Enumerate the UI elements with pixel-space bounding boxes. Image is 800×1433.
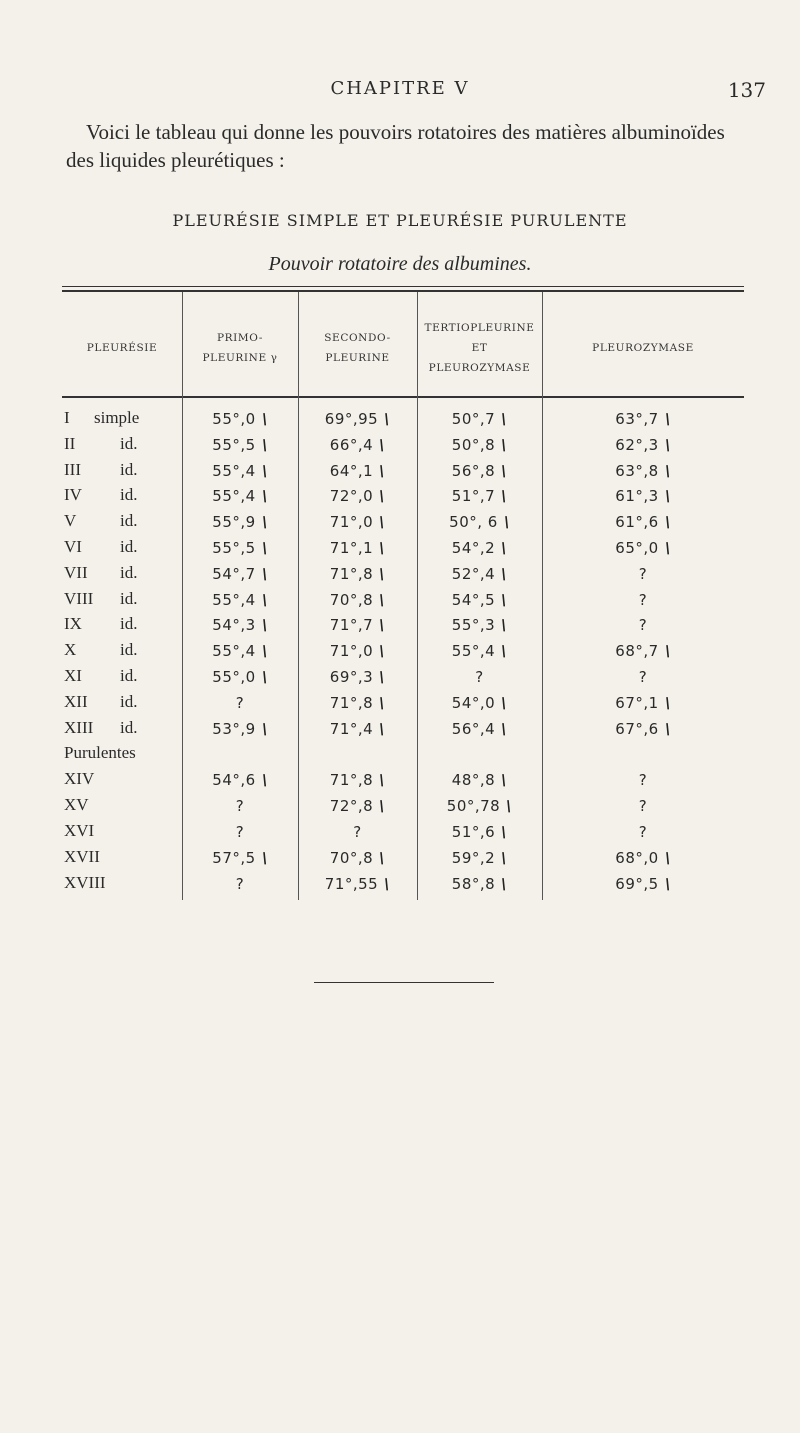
rotation-value: ? [235, 797, 245, 816]
value-cell [417, 513, 542, 531]
rotation-value: ? [638, 771, 648, 790]
value-cell [542, 436, 744, 454]
rotation-value: ? [638, 668, 648, 686]
levorotatory-sign-icon: \ [499, 823, 510, 841]
rotation-value: 62°,3 [615, 435, 659, 454]
value-cell [542, 668, 744, 686]
value-cell [182, 823, 298, 841]
value-cell [298, 771, 417, 789]
row-number: I [64, 408, 70, 427]
value-cell [182, 875, 298, 893]
value-cell [298, 875, 417, 893]
row-type: id. [120, 459, 138, 479]
value-cell [182, 720, 298, 738]
levorotatory-sign-icon: \ [259, 410, 270, 428]
chapter-heading: CHAPITRE V [330, 78, 470, 99]
rotation-value: 72°,0 [329, 487, 374, 506]
rotation-value: 56°,4 [451, 719, 496, 738]
row-label [64, 692, 137, 712]
value-cell [417, 487, 542, 505]
value-cell [542, 410, 744, 428]
value-cell [417, 720, 542, 738]
row-label [64, 537, 137, 557]
levorotatory-sign-icon: \ [377, 642, 388, 661]
value-cell [542, 823, 744, 841]
rotatory-power-table [62, 286, 744, 893]
value-cell [298, 591, 417, 609]
row-number: XIV [64, 769, 95, 789]
row-label [64, 847, 120, 867]
row-label [64, 485, 137, 505]
levorotatory-sign-icon: \ [377, 848, 388, 867]
levorotatory-sign-icon: \ [499, 771, 510, 790]
rotation-value: 63°,7 [615, 410, 659, 428]
levorotatory-sign-icon: \ [501, 513, 512, 532]
value-cell [417, 591, 542, 609]
row-label [64, 408, 139, 428]
levorotatory-sign-icon: \ [259, 435, 270, 454]
rotation-value: 68°,0 [615, 848, 659, 867]
value-cell [298, 720, 417, 738]
value-cell [542, 642, 744, 660]
levorotatory-sign-icon: \ [662, 487, 673, 506]
rotation-value: 54°,5 [451, 590, 496, 609]
value-cell [417, 823, 542, 841]
table-top-rule [62, 286, 744, 287]
header-line: PLEUROZYMASE [428, 362, 531, 374]
rotation-value: 67°,1 [615, 693, 659, 712]
levorotatory-sign-icon: \ [259, 642, 270, 661]
rotation-value: 68°,7 [615, 642, 659, 661]
rotation-value: 71°,4 [329, 719, 374, 738]
row-label [64, 640, 137, 660]
levorotatory-sign-icon: \ [259, 564, 270, 583]
rotation-value: 55°,0 [212, 410, 256, 428]
rotation-value: 71°,0 [329, 513, 374, 532]
value-cell [182, 462, 298, 480]
levorotatory-sign-icon: \ [259, 719, 270, 738]
value-cell [182, 513, 298, 531]
value-cell [417, 565, 542, 583]
header-tertio [417, 318, 542, 378]
header-line: PLEURINE [325, 352, 390, 364]
rotation-value: ? [638, 823, 648, 841]
rotation-value: 72°,8 [329, 797, 374, 816]
row-label [64, 873, 120, 893]
value-cell [182, 591, 298, 609]
rotation-value: ? [638, 616, 648, 635]
value-cell [542, 720, 744, 738]
value-cell [417, 875, 542, 893]
value-cell [182, 565, 298, 583]
rotation-value: 51°,6 [451, 823, 496, 841]
running-head [60, 78, 780, 108]
levorotatory-sign-icon: \ [499, 719, 510, 738]
row-type: id. [120, 433, 138, 453]
value-cell [417, 771, 542, 789]
levorotatory-sign-icon: \ [259, 461, 270, 480]
rotation-value: 55°,4 [451, 642, 496, 661]
levorotatory-sign-icon: \ [259, 848, 270, 867]
value-cell [417, 668, 542, 686]
rotation-value: 55°,3 [451, 616, 496, 635]
levorotatory-sign-icon: \ [662, 874, 673, 893]
value-cell [417, 849, 542, 867]
levorotatory-sign-icon: \ [377, 693, 388, 712]
row-label [64, 795, 120, 815]
rotation-value: 69°,95 [324, 410, 379, 428]
rotation-value: 50°,8 [451, 435, 496, 454]
rotation-value: 54°,2 [451, 539, 496, 557]
rotation-value: 57°,5 [212, 848, 256, 867]
rotation-value: 58°,8 [451, 874, 496, 893]
levorotatory-sign-icon: \ [662, 435, 673, 454]
levorotatory-sign-icon: \ [662, 719, 673, 738]
header-pleuresie [62, 338, 182, 358]
levorotatory-sign-icon: \ [504, 797, 515, 816]
rotation-value: ? [475, 668, 484, 686]
value-cell [542, 797, 744, 815]
row-number: XVII [64, 846, 100, 866]
header-line: PLEURÉSIE [86, 342, 158, 354]
row-type: id. [120, 485, 138, 505]
levorotatory-sign-icon: \ [377, 719, 388, 738]
row-type: simple [94, 408, 140, 427]
header-line: TERTIOPLEURINE [424, 322, 535, 334]
rotation-value: ? [638, 797, 648, 816]
rotation-value: 63°,8 [615, 461, 659, 480]
value-cell [542, 462, 744, 480]
rotation-value: 55°,4 [212, 590, 256, 609]
header-secondo [298, 328, 417, 368]
levorotatory-sign-icon: \ [259, 513, 270, 532]
value-cell [298, 513, 417, 531]
row-type: id. [120, 717, 138, 737]
value-cell [417, 436, 542, 454]
row-type: id. [120, 614, 138, 634]
levorotatory-sign-icon: \ [499, 487, 510, 506]
rotation-value: 69°,3 [329, 668, 374, 686]
levorotatory-sign-icon: \ [499, 564, 510, 583]
row-number: XI [64, 666, 82, 685]
value-cell [182, 436, 298, 454]
value-cell [417, 462, 542, 480]
row-number: XIII [64, 717, 94, 737]
row-type: id. [120, 588, 138, 608]
rotation-value: 71°,0 [329, 642, 374, 661]
value-cell [417, 694, 542, 712]
value-cell [182, 642, 298, 660]
value-cell [298, 849, 417, 867]
rotation-value: 50°,7 [451, 410, 496, 428]
table-title: PLEURÉSIE SIMPLE ET PLEURÉSIE PURULENTE [172, 211, 628, 230]
header-primo [182, 328, 298, 368]
levorotatory-sign-icon: \ [377, 564, 388, 583]
levorotatory-sign-icon: \ [382, 410, 393, 428]
value-cell [182, 694, 298, 712]
levorotatory-sign-icon: \ [259, 539, 270, 557]
rotation-value: ? [638, 564, 648, 583]
row-number: III [64, 459, 81, 479]
levorotatory-sign-icon: \ [259, 771, 270, 790]
row-number: V [64, 511, 77, 531]
rotation-value: 55°,4 [212, 642, 256, 661]
value-cell [298, 436, 417, 454]
value-cell [182, 668, 298, 686]
rotation-value: 54°,0 [451, 693, 496, 712]
value-cell [298, 539, 417, 557]
value-cell [298, 616, 417, 634]
value-cell [542, 539, 744, 557]
levorotatory-sign-icon: \ [662, 410, 673, 428]
row-number: XII [64, 691, 88, 711]
row-number: XVIII [64, 872, 106, 892]
levorotatory-sign-icon: \ [499, 539, 510, 557]
rotation-value: 71°,1 [329, 539, 374, 557]
levorotatory-sign-icon: \ [499, 590, 510, 609]
levorotatory-sign-icon: \ [499, 848, 510, 867]
header-line: PLEURINE γ [202, 352, 278, 364]
row-number: VI [64, 537, 82, 556]
levorotatory-sign-icon: \ [377, 590, 388, 609]
levorotatory-sign-icon: \ [259, 487, 270, 506]
levorotatory-sign-icon: \ [662, 848, 673, 867]
row-label [64, 589, 137, 609]
value-cell [417, 539, 542, 557]
rotation-value: 54°,6 [212, 771, 256, 790]
value-cell [542, 513, 744, 531]
header-line: ET [471, 342, 488, 354]
rotation-value: 64°,1 [329, 461, 374, 480]
row-label [64, 666, 137, 686]
row-number: VIII [64, 588, 94, 608]
rotation-value: 69°,5 [615, 874, 659, 893]
rotation-value: 66°,4 [329, 435, 374, 454]
rotation-value: ? [235, 823, 245, 841]
row-type: id. [120, 640, 138, 660]
header-line: PRIMO- [216, 332, 263, 344]
value-cell [298, 823, 417, 841]
rotation-value: 54°,7 [212, 564, 256, 583]
row-number: IV [64, 485, 82, 505]
rotation-value: ? [235, 693, 245, 712]
levorotatory-sign-icon: \ [259, 616, 270, 635]
rotation-value: 55°,5 [212, 435, 256, 454]
rotation-value: 55°,5 [212, 539, 256, 557]
rotation-value: 55°,4 [212, 461, 256, 480]
value-cell [298, 668, 417, 686]
rotation-value: ? [235, 874, 245, 893]
row-label [64, 434, 137, 454]
value-cell [417, 642, 542, 660]
value-cell [542, 565, 744, 583]
row-label [64, 563, 137, 583]
value-cell [417, 797, 542, 815]
levorotatory-sign-icon: \ [662, 513, 673, 532]
header-bottom-rule [62, 396, 744, 398]
value-cell [298, 797, 417, 815]
value-cell [182, 771, 298, 789]
value-cell [298, 694, 417, 712]
row-label [64, 769, 120, 789]
value-cell [182, 797, 298, 815]
levorotatory-sign-icon: \ [377, 771, 388, 790]
row-number: VII [64, 562, 88, 582]
levorotatory-sign-icon: \ [499, 874, 510, 893]
levorotatory-sign-icon: \ [377, 539, 388, 557]
rotation-value: 71°,7 [329, 616, 374, 635]
table-subtitle: Pouvoir rotatoire des albumines. [268, 253, 532, 275]
value-cell [298, 410, 417, 428]
row-number: XV [64, 795, 89, 815]
value-cell [298, 487, 417, 505]
table-end-rule [314, 982, 494, 983]
value-cell [542, 694, 744, 712]
rotation-value: 71°,55 [324, 874, 379, 893]
levorotatory-sign-icon: \ [662, 461, 673, 480]
rotation-value: 56°,8 [451, 461, 496, 480]
value-cell [417, 410, 542, 428]
table-top-rule-bold [62, 290, 744, 292]
value-cell [542, 616, 744, 634]
value-cell [542, 591, 744, 609]
row-label [64, 821, 120, 841]
value-cell [182, 616, 298, 634]
rotation-value: 61°,6 [615, 513, 659, 532]
levorotatory-sign-icon: \ [499, 410, 510, 428]
levorotatory-sign-icon: \ [259, 668, 270, 686]
levorotatory-sign-icon: \ [662, 693, 673, 712]
rotation-value: 67°,6 [615, 719, 659, 738]
rotation-value: 48°,8 [451, 771, 496, 790]
rotation-value: 51°,7 [451, 487, 496, 506]
levorotatory-sign-icon: \ [377, 461, 388, 480]
row-type: id. [120, 537, 138, 556]
rotation-value: 50°, 6 [449, 513, 498, 532]
value-cell [182, 487, 298, 505]
value-cell [182, 849, 298, 867]
levorotatory-sign-icon: \ [382, 874, 393, 893]
value-cell [417, 616, 542, 634]
header-line: SECONDO- [324, 332, 391, 344]
value-cell [298, 642, 417, 660]
row-label [64, 614, 137, 634]
levorotatory-sign-icon: \ [499, 642, 510, 661]
value-cell [542, 875, 744, 893]
page-number: 137 [727, 78, 766, 102]
value-cell [298, 462, 417, 480]
row-type: id. [120, 562, 138, 582]
rotation-value: 55°,0 [212, 668, 256, 686]
value-cell [182, 539, 298, 557]
rotation-value: 52°,4 [451, 564, 496, 583]
row-type: id. [120, 666, 138, 685]
levorotatory-sign-icon: \ [377, 435, 388, 454]
levorotatory-sign-icon: \ [377, 797, 388, 816]
rotation-value: 59°,2 [451, 848, 496, 867]
levorotatory-sign-icon: \ [662, 642, 673, 661]
header-line: PLEUROZYMASE [592, 342, 694, 354]
row-label [64, 718, 137, 738]
rotation-value: 71°,8 [329, 564, 374, 583]
rotation-value: 53°,9 [212, 719, 256, 738]
row-number: XVI [64, 821, 95, 840]
value-cell [542, 487, 744, 505]
row-type: id. [120, 511, 138, 531]
levorotatory-sign-icon: \ [377, 616, 388, 635]
levorotatory-sign-icon: \ [377, 487, 388, 506]
rotation-value: 70°,8 [329, 848, 374, 867]
rotation-value: ? [353, 823, 362, 841]
row-number: X [64, 640, 77, 660]
rotation-value: 54°,3 [212, 616, 256, 635]
header-zymase [542, 338, 744, 358]
levorotatory-sign-icon: \ [662, 539, 673, 557]
row-label [64, 511, 137, 531]
levorotatory-sign-icon: \ [377, 668, 388, 686]
rotation-value: ? [638, 590, 648, 609]
rotation-value: 71°,8 [329, 771, 374, 790]
value-cell [182, 410, 298, 428]
rotation-value: 65°,0 [615, 539, 659, 557]
levorotatory-sign-icon: \ [499, 461, 510, 480]
rotation-value: 50°,78 [446, 797, 501, 816]
rotation-value: 61°,3 [615, 487, 659, 506]
rotation-value: 71°,8 [329, 693, 374, 712]
rotation-value: 70°,8 [329, 590, 374, 609]
levorotatory-sign-icon: \ [499, 693, 510, 712]
row-type: id. [120, 691, 138, 711]
intro-paragraph: Voici le tableau qui donne les pouvoirs rotatoires des matières albuminoïdes des liquides pleurétiques : [66, 120, 725, 172]
rotation-value: 55°,4 [212, 487, 256, 506]
levorotatory-sign-icon: \ [259, 590, 270, 609]
row-label [64, 460, 137, 480]
value-cell [298, 565, 417, 583]
value-cell [542, 771, 744, 789]
levorotatory-sign-icon: \ [377, 513, 388, 532]
row-number: II [64, 433, 76, 453]
levorotatory-sign-icon: \ [499, 616, 510, 635]
rotation-value: 55°,9 [212, 513, 256, 532]
value-cell [542, 849, 744, 867]
levorotatory-sign-icon: \ [499, 435, 510, 454]
row-number: IX [64, 614, 82, 634]
group-label-purulentes: Purulentes [64, 743, 136, 763]
